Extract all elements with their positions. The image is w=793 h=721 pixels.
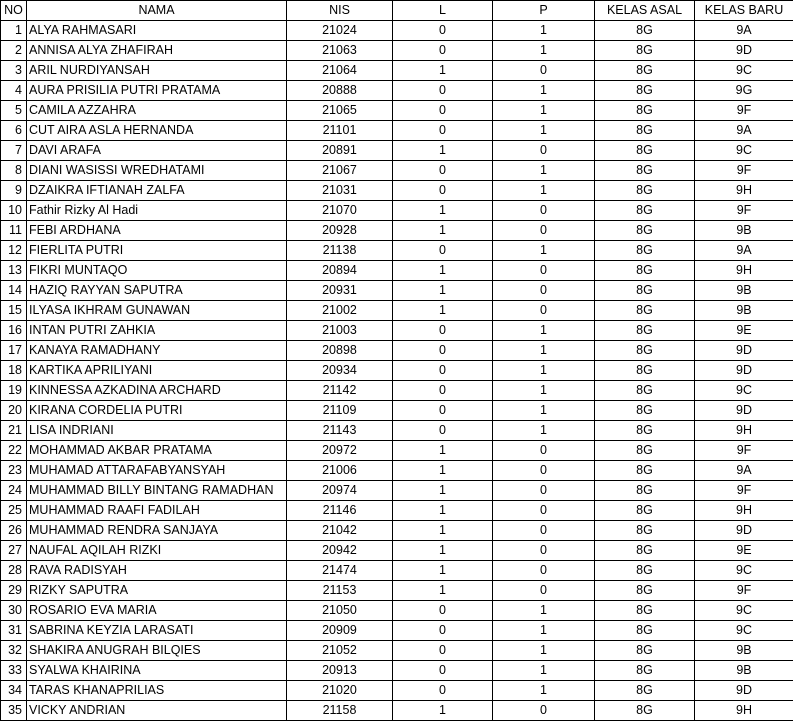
cell-kelas-asal: 8G — [595, 141, 695, 161]
cell-kelas-baru: 9F — [695, 441, 793, 461]
cell-kelas-asal: 8G — [595, 321, 695, 341]
cell-no: 28 — [1, 561, 27, 581]
cell-p: 1 — [493, 241, 595, 261]
cell-l: 1 — [393, 301, 493, 321]
cell-p: 0 — [493, 481, 595, 501]
cell-kelas-asal: 8G — [595, 161, 695, 181]
table-row — [1, 641, 793, 661]
cell-nama: KINNESSA AZKADINA ARCHARD — [27, 381, 287, 401]
cell-kelas-baru: 9H — [695, 701, 793, 721]
cell-nis: 21474 — [287, 561, 393, 581]
cell-l: 0 — [393, 321, 493, 341]
cell-nis: 21158 — [287, 701, 393, 721]
cell-no: 6 — [1, 121, 27, 141]
table-row — [1, 561, 793, 581]
header-l: L — [393, 1, 493, 21]
cell-nama: FIKRI MUNTAQO — [27, 261, 287, 281]
cell-kelas-asal: 8G — [595, 421, 695, 441]
cell-kelas-asal: 8G — [595, 361, 695, 381]
table-row — [1, 401, 793, 421]
cell-nama: VICKY ANDRIAN — [27, 701, 287, 721]
cell-p: 1 — [493, 321, 595, 341]
cell-nis: 21146 — [287, 501, 393, 521]
cell-no: 3 — [1, 61, 27, 81]
cell-kelas-asal: 8G — [595, 81, 695, 101]
cell-l: 1 — [393, 261, 493, 281]
table-row — [1, 701, 793, 721]
cell-l: 0 — [393, 601, 493, 621]
cell-nama: KIRANA CORDELIA PUTRI — [27, 401, 287, 421]
cell-kelas-asal: 8G — [595, 301, 695, 321]
cell-no: 26 — [1, 521, 27, 541]
cell-kelas-asal: 8G — [595, 621, 695, 641]
cell-kelas-asal: 8G — [595, 121, 695, 141]
cell-no: 13 — [1, 261, 27, 281]
table-row — [1, 441, 793, 461]
cell-nis: 21065 — [287, 101, 393, 121]
cell-p: 0 — [493, 261, 595, 281]
header-row — [1, 1, 793, 21]
cell-p: 0 — [493, 141, 595, 161]
cell-nis: 21020 — [287, 681, 393, 701]
table-row — [1, 341, 793, 361]
cell-kelas-asal: 8G — [595, 641, 695, 661]
cell-l: 1 — [393, 541, 493, 561]
cell-p: 0 — [493, 461, 595, 481]
cell-l: 0 — [393, 621, 493, 641]
cell-kelas-baru: 9D — [695, 341, 793, 361]
cell-kelas-asal: 8G — [595, 61, 695, 81]
table-row — [1, 321, 793, 341]
header-kelas-baru: KELAS BARU — [695, 1, 793, 21]
cell-nama: TARAS KHANAPRILIAS — [27, 681, 287, 701]
cell-nama: ROSARIO EVA MARIA — [27, 601, 287, 621]
cell-nama: ANNISA ALYA ZHAFIRAH — [27, 41, 287, 61]
table-row — [1, 101, 793, 121]
cell-no: 18 — [1, 361, 27, 381]
cell-p: 0 — [493, 301, 595, 321]
cell-nama: KARTIKA APRILIYANI — [27, 361, 287, 381]
cell-nis: 21031 — [287, 181, 393, 201]
cell-p: 1 — [493, 181, 595, 201]
cell-p: 0 — [493, 61, 595, 81]
cell-no: 5 — [1, 101, 27, 121]
cell-nis: 21142 — [287, 381, 393, 401]
cell-l: 1 — [393, 461, 493, 481]
cell-p: 0 — [493, 521, 595, 541]
table-row — [1, 381, 793, 401]
cell-nis: 21052 — [287, 641, 393, 661]
table-row — [1, 601, 793, 621]
cell-no: 33 — [1, 661, 27, 681]
cell-kelas-asal: 8G — [595, 701, 695, 721]
cell-l: 1 — [393, 221, 493, 241]
cell-no: 10 — [1, 201, 27, 221]
cell-l: 0 — [393, 21, 493, 41]
cell-l: 1 — [393, 701, 493, 721]
cell-nis: 21042 — [287, 521, 393, 541]
cell-nis: 20894 — [287, 261, 393, 281]
header-kelas-asal: KELAS ASAL — [595, 1, 695, 21]
cell-p: 1 — [493, 341, 595, 361]
table-row — [1, 281, 793, 301]
table-row — [1, 241, 793, 261]
table-row — [1, 181, 793, 201]
cell-kelas-baru: 9F — [695, 581, 793, 601]
cell-nis: 21109 — [287, 401, 393, 421]
header-p: P — [493, 1, 595, 21]
table-row — [1, 521, 793, 541]
table-row — [1, 261, 793, 281]
cell-nis: 20931 — [287, 281, 393, 301]
cell-no: 19 — [1, 381, 27, 401]
cell-no: 12 — [1, 241, 27, 261]
cell-p: 1 — [493, 41, 595, 61]
cell-p: 0 — [493, 201, 595, 221]
cell-kelas-baru: 9C — [695, 561, 793, 581]
cell-kelas-baru: 9F — [695, 101, 793, 121]
cell-no: 1 — [1, 21, 27, 41]
cell-nama: SHAKIRA ANUGRAH BILQIES — [27, 641, 287, 661]
cell-p: 1 — [493, 661, 595, 681]
cell-kelas-asal: 8G — [595, 481, 695, 501]
cell-p: 1 — [493, 121, 595, 141]
cell-p: 1 — [493, 421, 595, 441]
cell-nama: AURA PRISILIA PUTRI PRATAMA — [27, 81, 287, 101]
cell-kelas-baru: 9H — [695, 181, 793, 201]
cell-kelas-asal: 8G — [595, 461, 695, 481]
cell-p: 0 — [493, 581, 595, 601]
cell-no: 24 — [1, 481, 27, 501]
cell-l: 0 — [393, 121, 493, 141]
cell-l: 0 — [393, 181, 493, 201]
cell-no: 9 — [1, 181, 27, 201]
cell-kelas-baru: 9D — [695, 361, 793, 381]
cell-nis: 21003 — [287, 321, 393, 341]
cell-kelas-asal: 8G — [595, 581, 695, 601]
cell-nama: MUHAMMAD RAAFI FADILAH — [27, 501, 287, 521]
cell-nis: 20928 — [287, 221, 393, 241]
cell-kelas-baru: 9C — [695, 61, 793, 81]
cell-l: 0 — [393, 681, 493, 701]
cell-l: 0 — [393, 641, 493, 661]
cell-l: 0 — [393, 101, 493, 121]
header-nama: NAMA — [27, 1, 287, 21]
cell-kelas-baru: 9C — [695, 381, 793, 401]
cell-no: 7 — [1, 141, 27, 161]
cell-kelas-baru: 9F — [695, 201, 793, 221]
cell-l: 0 — [393, 161, 493, 181]
cell-kelas-asal: 8G — [595, 681, 695, 701]
cell-kelas-baru: 9B — [695, 221, 793, 241]
cell-nama: MOHAMMAD AKBAR PRATAMA — [27, 441, 287, 461]
table-row — [1, 201, 793, 221]
table-row — [1, 81, 793, 101]
cell-no: 22 — [1, 441, 27, 461]
cell-kelas-asal: 8G — [595, 521, 695, 541]
cell-p: 1 — [493, 401, 595, 421]
cell-no: 25 — [1, 501, 27, 521]
table-body — [1, 21, 793, 721]
cell-no: 8 — [1, 161, 27, 181]
cell-kelas-asal: 8G — [595, 501, 695, 521]
cell-p: 1 — [493, 81, 595, 101]
cell-l: 1 — [393, 581, 493, 601]
cell-no: 34 — [1, 681, 27, 701]
cell-no: 15 — [1, 301, 27, 321]
cell-l: 0 — [393, 401, 493, 421]
cell-nama: Fathir Rizky Al Hadi — [27, 201, 287, 221]
cell-l: 1 — [393, 281, 493, 301]
cell-nis: 21138 — [287, 241, 393, 261]
cell-nama: ARIL NURDIYANSAH — [27, 61, 287, 81]
cell-kelas-asal: 8G — [595, 41, 695, 61]
cell-l: 0 — [393, 41, 493, 61]
cell-p: 1 — [493, 101, 595, 121]
cell-nis: 21101 — [287, 121, 393, 141]
cell-nis: 21024 — [287, 21, 393, 41]
cell-nis: 20942 — [287, 541, 393, 561]
cell-kelas-asal: 8G — [595, 541, 695, 561]
cell-no: 14 — [1, 281, 27, 301]
cell-kelas-baru: 9B — [695, 641, 793, 661]
cell-nis: 20891 — [287, 141, 393, 161]
header-nis: NIS — [287, 1, 393, 21]
cell-l: 1 — [393, 61, 493, 81]
table-row — [1, 621, 793, 641]
cell-no: 20 — [1, 401, 27, 421]
cell-kelas-asal: 8G — [595, 661, 695, 681]
cell-nis: 20898 — [287, 341, 393, 361]
cell-l: 1 — [393, 521, 493, 541]
cell-kelas-asal: 8G — [595, 401, 695, 421]
cell-p: 0 — [493, 281, 595, 301]
cell-kelas-baru: 9B — [695, 661, 793, 681]
cell-p: 1 — [493, 641, 595, 661]
cell-no: 21 — [1, 421, 27, 441]
cell-kelas-baru: 9C — [695, 601, 793, 621]
cell-l: 1 — [393, 561, 493, 581]
cell-kelas-asal: 8G — [595, 281, 695, 301]
cell-kelas-baru: 9D — [695, 401, 793, 421]
cell-no: 2 — [1, 41, 27, 61]
cell-nis: 21063 — [287, 41, 393, 61]
cell-nama: FIERLITA PUTRI — [27, 241, 287, 261]
cell-nis: 21050 — [287, 601, 393, 621]
cell-l: 1 — [393, 441, 493, 461]
cell-kelas-asal: 8G — [595, 21, 695, 41]
cell-kelas-baru: 9C — [695, 141, 793, 161]
cell-no: 17 — [1, 341, 27, 361]
table-row — [1, 21, 793, 41]
table-row — [1, 541, 793, 561]
cell-l: 0 — [393, 241, 493, 261]
table-row — [1, 581, 793, 601]
cell-no: 30 — [1, 601, 27, 621]
cell-l: 1 — [393, 201, 493, 221]
cell-kelas-baru: 9D — [695, 41, 793, 61]
cell-kelas-asal: 8G — [595, 441, 695, 461]
cell-kelas-baru: 9A — [695, 241, 793, 261]
cell-l: 1 — [393, 501, 493, 521]
cell-p: 1 — [493, 621, 595, 641]
cell-kelas-baru: 9H — [695, 261, 793, 281]
table-row — [1, 501, 793, 521]
cell-no: 35 — [1, 701, 27, 721]
cell-kelas-asal: 8G — [595, 201, 695, 221]
cell-p: 1 — [493, 681, 595, 701]
cell-nis: 21143 — [287, 421, 393, 441]
cell-p: 0 — [493, 701, 595, 721]
cell-kelas-baru: 9B — [695, 281, 793, 301]
table-row — [1, 141, 793, 161]
cell-no: 32 — [1, 641, 27, 661]
cell-l: 0 — [393, 361, 493, 381]
cell-nama: NAUFAL AQILAH RIZKI — [27, 541, 287, 561]
cell-kelas-asal: 8G — [595, 381, 695, 401]
cell-nama: ILYASA IKHRAM GUNAWAN — [27, 301, 287, 321]
table-row — [1, 61, 793, 81]
cell-l: 1 — [393, 141, 493, 161]
cell-nis: 20888 — [287, 81, 393, 101]
cell-kelas-baru: 9A — [695, 121, 793, 141]
cell-p: 0 — [493, 221, 595, 241]
cell-p: 1 — [493, 361, 595, 381]
cell-nis: 21002 — [287, 301, 393, 321]
table-row — [1, 661, 793, 681]
cell-nama: ALYA RAHMASARI — [27, 21, 287, 41]
cell-kelas-asal: 8G — [595, 181, 695, 201]
cell-no: 4 — [1, 81, 27, 101]
cell-kelas-baru: 9A — [695, 21, 793, 41]
cell-kelas-asal: 8G — [595, 601, 695, 621]
cell-nama: DZAIKRA IFTIANAH ZALFA — [27, 181, 287, 201]
cell-kelas-baru: 9F — [695, 161, 793, 181]
cell-nama: RAVA RADISYAH — [27, 561, 287, 581]
cell-no: 31 — [1, 621, 27, 641]
table-row — [1, 41, 793, 61]
cell-kelas-asal: 8G — [595, 101, 695, 121]
cell-p: 0 — [493, 501, 595, 521]
table-row — [1, 421, 793, 441]
table-row — [1, 301, 793, 321]
cell-kelas-baru: 9C — [695, 621, 793, 641]
cell-nama: CAMILA AZZAHRA — [27, 101, 287, 121]
cell-nama: FEBI ARDHANA — [27, 221, 287, 241]
cell-nama: MUHAMMAD BILLY BINTANG RAMADHAN — [27, 481, 287, 501]
cell-nis: 20934 — [287, 361, 393, 381]
cell-kelas-asal: 8G — [595, 241, 695, 261]
cell-l: 0 — [393, 661, 493, 681]
cell-nama: INTAN PUTRI ZAHKIA — [27, 321, 287, 341]
cell-l: 0 — [393, 381, 493, 401]
cell-nama: KANAYA RAMADHANY — [27, 341, 287, 361]
cell-kelas-baru: 9E — [695, 541, 793, 561]
cell-kelas-baru: 9B — [695, 301, 793, 321]
cell-p: 1 — [493, 381, 595, 401]
cell-nama: MUHAMAD ATTARAFABYANSYAH — [27, 461, 287, 481]
cell-kelas-asal: 8G — [595, 561, 695, 581]
cell-l: 0 — [393, 81, 493, 101]
cell-nama: RIZKY SAPUTRA — [27, 581, 287, 601]
cell-nama: DAVI ARAFA — [27, 141, 287, 161]
table-row — [1, 481, 793, 501]
cell-nama: MUHAMMAD RENDRA SANJAYA — [27, 521, 287, 541]
header-no: NO — [1, 1, 27, 21]
cell-nis: 21067 — [287, 161, 393, 181]
cell-nama: SYALWA KHAIRINA — [27, 661, 287, 681]
cell-p: 1 — [493, 21, 595, 41]
cell-no: 29 — [1, 581, 27, 601]
cell-no: 27 — [1, 541, 27, 561]
cell-kelas-baru: 9G — [695, 81, 793, 101]
cell-kelas-asal: 8G — [595, 341, 695, 361]
cell-p: 0 — [493, 441, 595, 461]
table-row — [1, 121, 793, 141]
cell-nis: 20974 — [287, 481, 393, 501]
cell-kelas-baru: 9H — [695, 421, 793, 441]
cell-nis: 20913 — [287, 661, 393, 681]
cell-nama: SABRINA KEYZIA LARASATI — [27, 621, 287, 641]
cell-kelas-baru: 9E — [695, 321, 793, 341]
cell-p: 0 — [493, 541, 595, 561]
cell-l: 0 — [393, 341, 493, 361]
cell-kelas-baru: 9D — [695, 521, 793, 541]
cell-kelas-asal: 8G — [595, 221, 695, 241]
cell-p: 0 — [493, 561, 595, 581]
cell-kelas-asal: 8G — [595, 261, 695, 281]
cell-kelas-baru: 9F — [695, 481, 793, 501]
cell-nis: 21070 — [287, 201, 393, 221]
cell-nis: 21006 — [287, 461, 393, 481]
cell-nis: 20972 — [287, 441, 393, 461]
cell-nis: 21153 — [287, 581, 393, 601]
table-row — [1, 161, 793, 181]
cell-no: 11 — [1, 221, 27, 241]
cell-l: 0 — [393, 421, 493, 441]
cell-nama: HAZIQ RAYYAN SAPUTRA — [27, 281, 287, 301]
cell-p: 1 — [493, 161, 595, 181]
cell-nis: 20909 — [287, 621, 393, 641]
cell-nama: LISA INDRIANI — [27, 421, 287, 441]
cell-no: 16 — [1, 321, 27, 341]
cell-nama: CUT AIRA ASLA HERNANDA — [27, 121, 287, 141]
cell-kelas-baru: 9D — [695, 681, 793, 701]
cell-l: 1 — [393, 481, 493, 501]
cell-kelas-baru: 9A — [695, 461, 793, 481]
cell-kelas-baru: 9H — [695, 501, 793, 521]
table-row — [1, 681, 793, 701]
table-row — [1, 361, 793, 381]
table-row — [1, 221, 793, 241]
cell-no: 23 — [1, 461, 27, 481]
cell-nama: DIANI WASISSI WREDHATAMI — [27, 161, 287, 181]
cell-nis: 21064 — [287, 61, 393, 81]
table-row — [1, 461, 793, 481]
cell-p: 1 — [493, 601, 595, 621]
